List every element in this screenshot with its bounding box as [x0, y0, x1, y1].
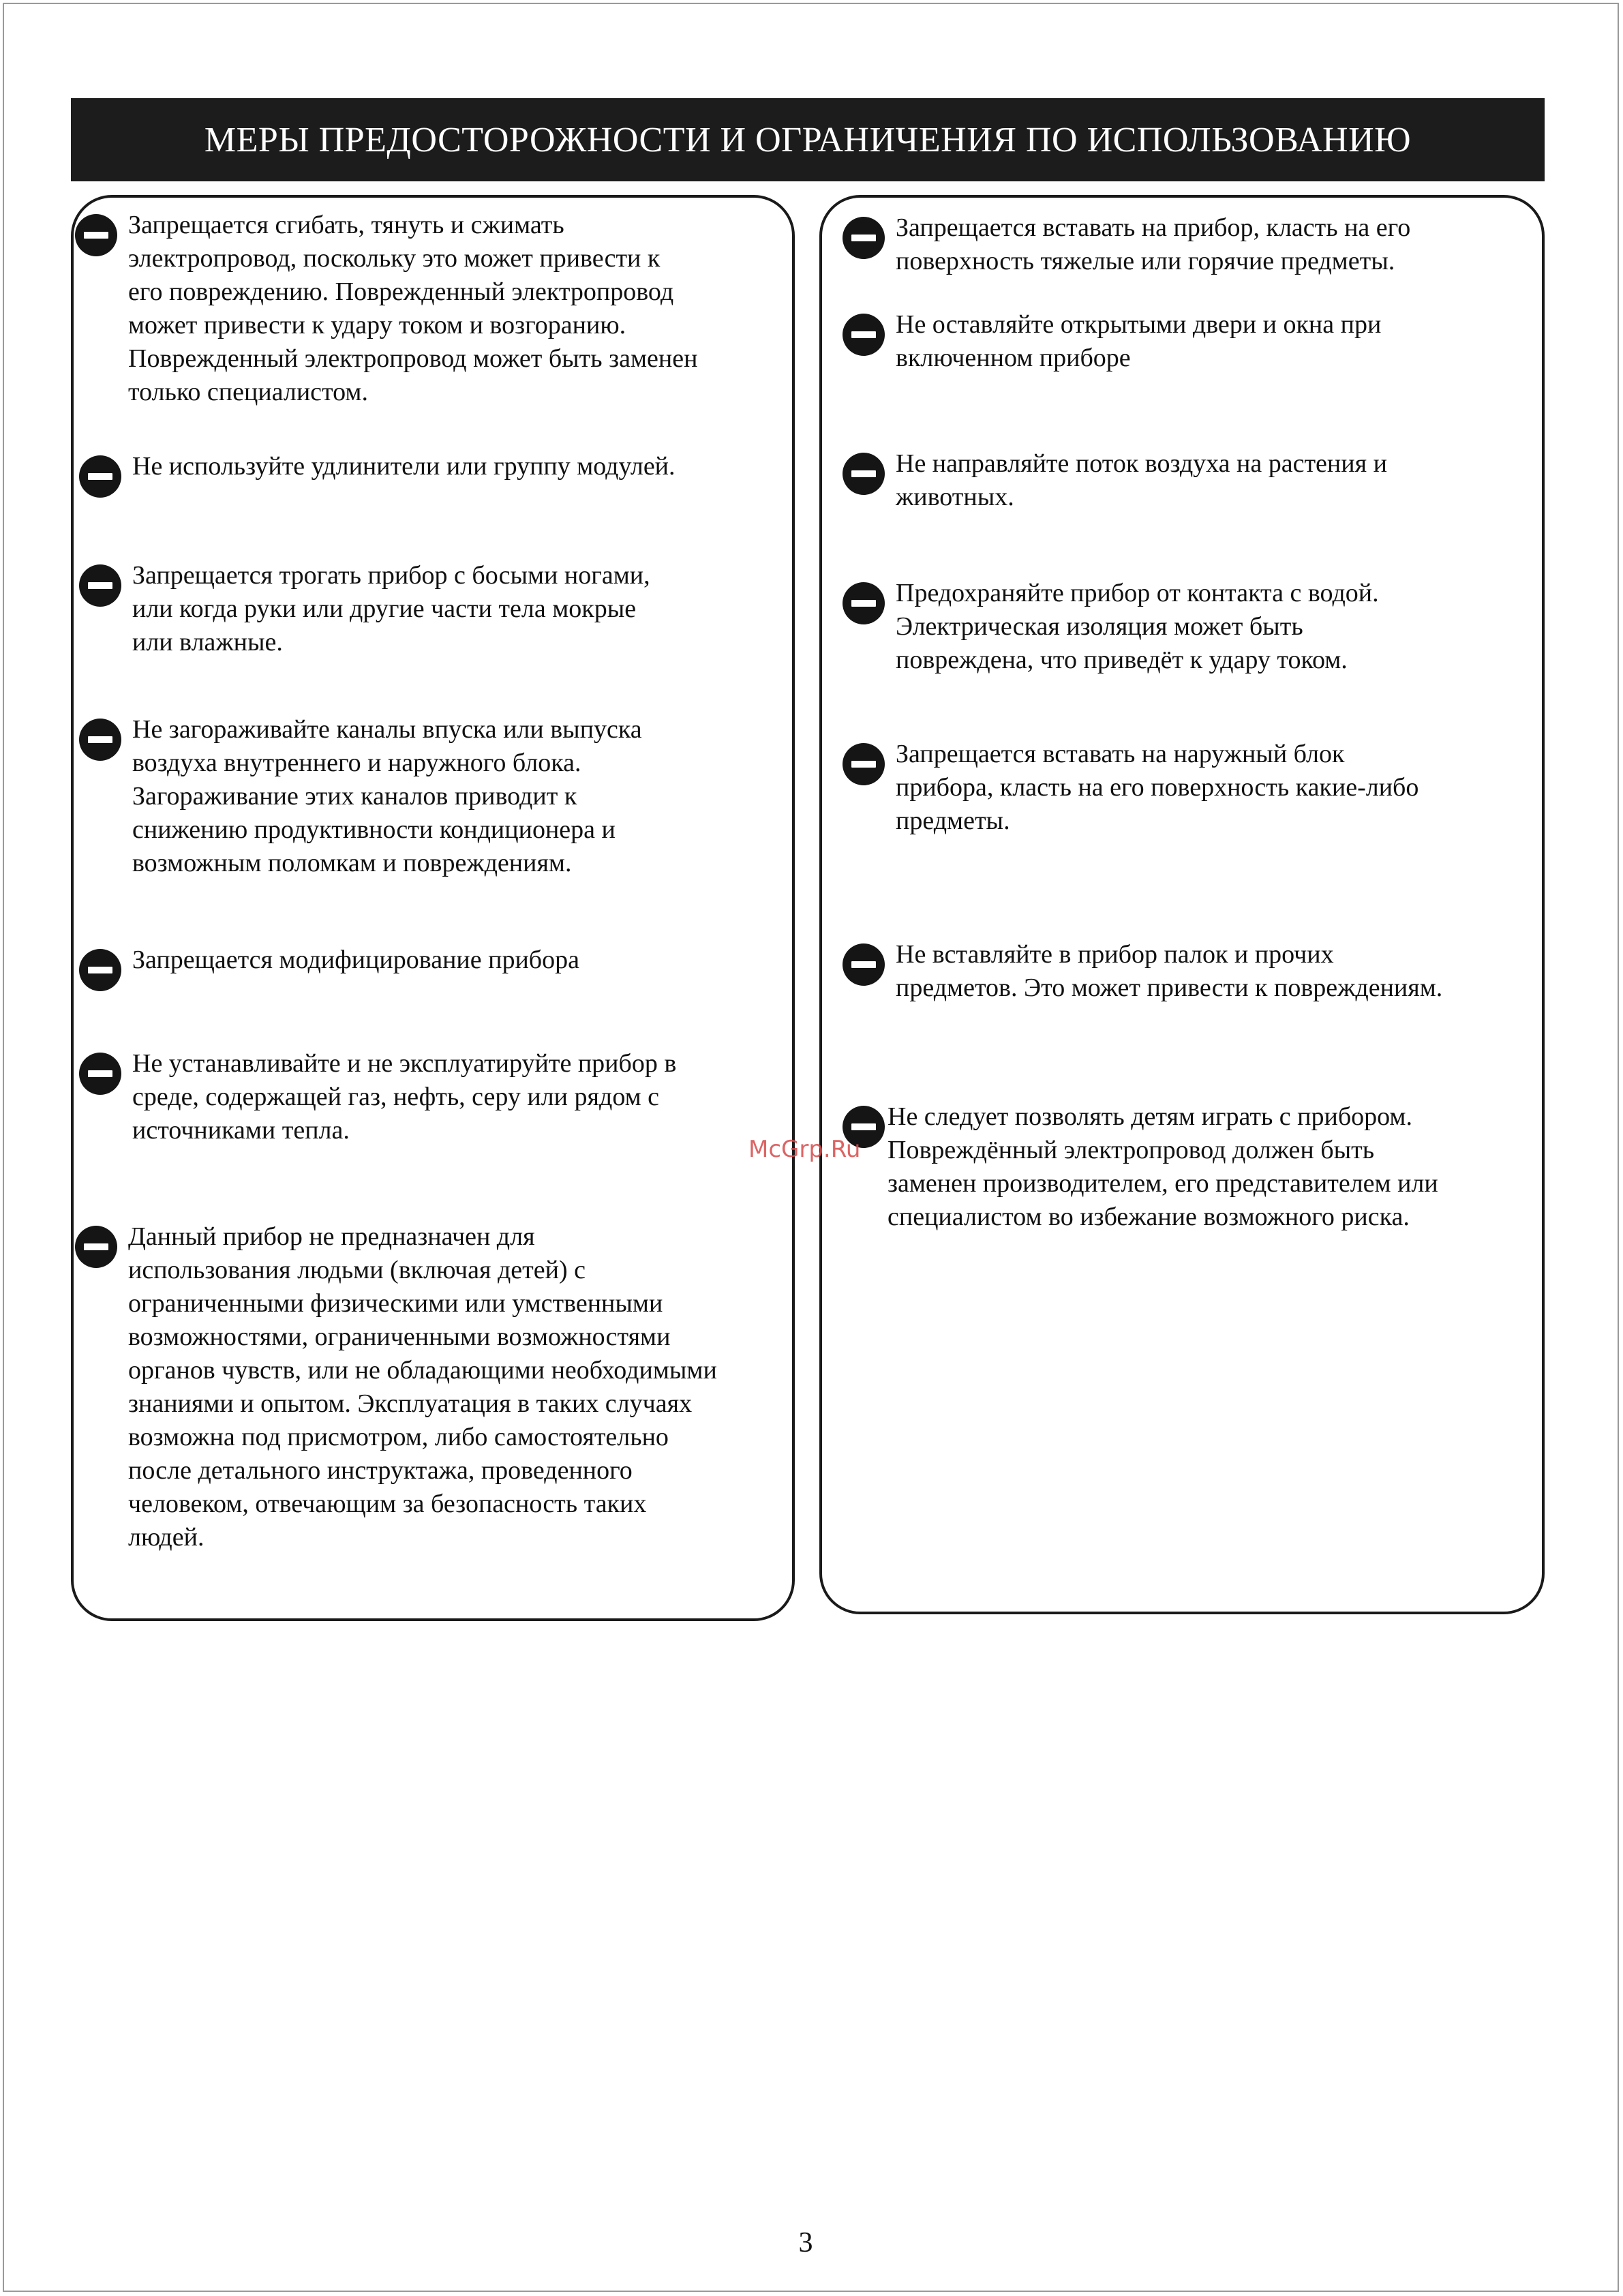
no-entry-icon — [843, 314, 885, 356]
warning-text: Данный прибор не предназначен для использования людьми (включая детей) с ограниченными физическими или умственными возможностями, ограниченными возможностями органов чувств, или не обладающими необходимыми знаниями и опытом. Эксплуатация в таких случаях возможна под присмотром, либо самостоятельно после детального инструктажа, проведенного человеком, отвечающим за безопасность таких людей. — [128, 1222, 717, 1552]
no-entry-icon — [79, 949, 121, 991]
warning-text: Не направляйте поток воздуха на растения и животных. — [896, 449, 1387, 511]
header-bar — [71, 98, 1545, 181]
no-entry-icon — [843, 453, 885, 495]
no-entry-icon — [79, 1053, 121, 1095]
warning-item — [79, 713, 642, 880]
warning-text: Запрещается вставать на прибор, класть на его поверхность тяжелые или горячие предметы. — [896, 213, 1411, 275]
warning-text: Запрещается модифицирование прибора — [132, 946, 579, 974]
warning-text: Не следует позволять детям играть с прибором. Повреждённый электропровод должен быть заменен производителем, его представителем или специалистом во избежание возможного риска. — [888, 1102, 1438, 1231]
no-entry-icon — [843, 943, 885, 986]
page-title: МЕРЫ ПРЕДОСТОРОЖНОСТИ И ОГРАНИЧЕНИЯ ПО ИСПОЛЬЗОВАНИЮ — [204, 120, 1412, 160]
warning-item — [843, 1100, 1438, 1234]
warning-text: Запрещается вставать на наружный блок прибора, класть на его поверхность какие-либо предметы. — [896, 740, 1419, 835]
page-number: 3 — [798, 2227, 813, 2259]
warning-item — [79, 450, 676, 498]
warning-item — [843, 308, 1381, 375]
warning-item — [79, 559, 650, 659]
warning-item — [75, 209, 697, 409]
warning-text: Не устанавливайте и не эксплуатируйте прибор в среде, содержащей газ, нефть, серу или рядом с источниками тепла. — [132, 1049, 677, 1145]
no-entry-icon — [843, 743, 885, 785]
no-entry-icon — [75, 214, 117, 256]
no-entry-icon — [843, 582, 885, 624]
no-entry-icon — [79, 719, 121, 761]
warning-text: Запрещается трогать прибор с босыми ногами, или когда руки или другие части тела мокрые или влажные. — [132, 561, 650, 656]
no-entry-icon — [75, 1226, 117, 1268]
warning-item — [843, 447, 1387, 514]
warning-text: Предохраняйте прибор от контакта с водой. Электрическая изоляция может быть повреждена, что приведёт к удару током. — [896, 579, 1379, 674]
no-entry-icon — [843, 217, 885, 259]
warning-item — [79, 943, 579, 991]
warning-item — [843, 577, 1379, 677]
warning-item — [75, 1220, 717, 1554]
warning-text: Не используйте удлинители или группу модулей. — [132, 452, 676, 481]
right-panel — [819, 195, 1545, 1614]
watermark: McGrp.Ru — [748, 1136, 861, 1163]
warning-item — [843, 938, 1442, 1005]
warning-text: Не загораживайте каналы впуска или выпуска воздуха внутреннего и наружного блока. Загораживание этих каналов приводит к снижению продуктивности кондиционера и возможным поломкам и повреждениям. — [132, 715, 642, 877]
warning-text: Не оставляйте открытыми двери и окна при включенном приборе — [896, 310, 1382, 372]
warning-text: Не вставляйте в прибор палок и прочих предметов. Это может привести к повреждениям. — [896, 940, 1443, 1002]
warning-text: Запрещается сгибать, тянуть и сжимать электропровод, поскольку это может привести к его повреждению. Поврежденный электропровод может привести к удару током и возгоранию. Поврежденный электропровод может быть заменен только специалистом. — [128, 211, 698, 406]
warning-item — [79, 1047, 676, 1147]
no-entry-icon — [79, 564, 121, 607]
warning-item — [843, 738, 1419, 838]
no-entry-icon — [79, 455, 121, 498]
warning-item — [843, 211, 1410, 278]
